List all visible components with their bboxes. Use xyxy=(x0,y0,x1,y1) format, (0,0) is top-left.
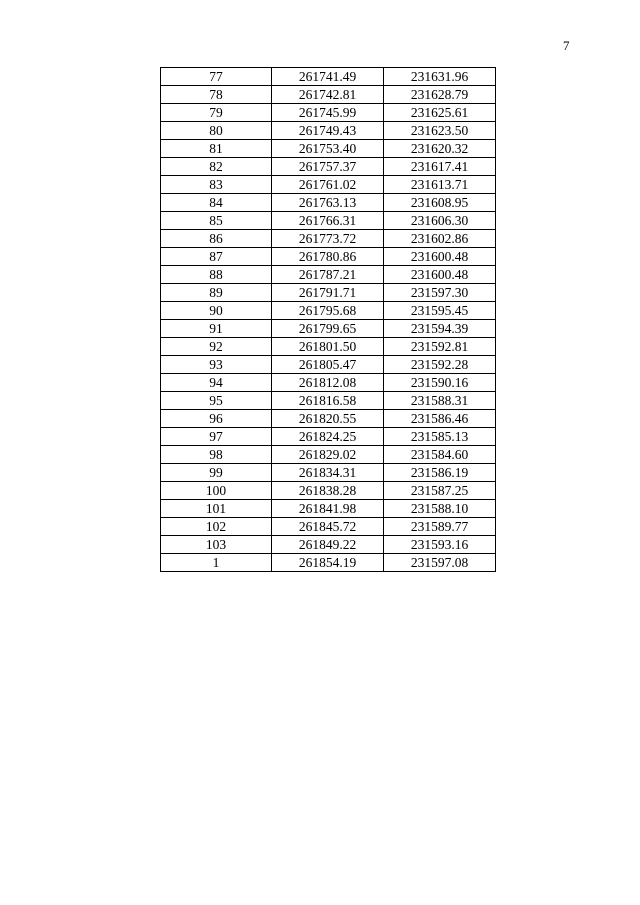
table-row xyxy=(161,518,496,536)
y-coordinate-cell: 231586.46 xyxy=(384,410,496,428)
table-row xyxy=(161,212,496,230)
point-number-cell: 84 xyxy=(161,194,272,212)
point-number-cell: 99 xyxy=(161,464,272,482)
table-row xyxy=(161,392,496,410)
table-row xyxy=(161,428,496,446)
y-coordinate-cell: 231589.77 xyxy=(384,518,496,536)
table-row xyxy=(161,446,496,464)
y-coordinate-cell: 231584.60 xyxy=(384,446,496,464)
table-row xyxy=(161,284,496,302)
page-number: 7 xyxy=(563,38,570,53)
table-row xyxy=(161,140,496,158)
point-number-cell: 85 xyxy=(161,212,272,230)
table-row xyxy=(161,266,496,284)
x-coordinate-cell: 261841.98 xyxy=(272,500,384,518)
y-coordinate-cell: 231586.19 xyxy=(384,464,496,482)
y-coordinate-cell: 231617.41 xyxy=(384,158,496,176)
table-row xyxy=(161,122,496,140)
point-number-cell: 79 xyxy=(161,104,272,122)
x-coordinate-cell: 261745.99 xyxy=(272,104,384,122)
y-coordinate-cell: 231597.08 xyxy=(384,554,496,572)
x-coordinate-cell: 261849.22 xyxy=(272,536,384,554)
x-coordinate-cell: 261787.21 xyxy=(272,266,384,284)
y-coordinate-cell: 231592.28 xyxy=(384,356,496,374)
table-row xyxy=(161,482,496,500)
y-coordinate-cell: 231594.39 xyxy=(384,320,496,338)
point-number-cell: 100 xyxy=(161,482,272,500)
point-number-cell: 92 xyxy=(161,338,272,356)
table-row xyxy=(161,374,496,392)
x-coordinate-cell: 261805.47 xyxy=(272,356,384,374)
y-coordinate-cell: 231587.25 xyxy=(384,482,496,500)
point-number-cell: 90 xyxy=(161,302,272,320)
point-number-cell: 102 xyxy=(161,518,272,536)
x-coordinate-cell: 261761.02 xyxy=(272,176,384,194)
table-row xyxy=(161,302,496,320)
y-coordinate-cell: 231597.30 xyxy=(384,284,496,302)
coordinates-table xyxy=(160,67,496,572)
table-row xyxy=(161,68,496,86)
point-number-cell: 91 xyxy=(161,320,272,338)
x-coordinate-cell: 261799.65 xyxy=(272,320,384,338)
table-row xyxy=(161,158,496,176)
point-number-cell: 77 xyxy=(161,68,272,86)
x-coordinate-cell: 261816.58 xyxy=(272,392,384,410)
x-coordinate-cell: 261741.49 xyxy=(272,68,384,86)
table-row xyxy=(161,248,496,266)
x-coordinate-cell: 261757.37 xyxy=(272,158,384,176)
y-coordinate-cell: 231600.48 xyxy=(384,266,496,284)
table-row xyxy=(161,500,496,518)
y-coordinate-cell: 231595.45 xyxy=(384,302,496,320)
point-number-cell: 98 xyxy=(161,446,272,464)
x-coordinate-cell: 261766.31 xyxy=(272,212,384,230)
y-coordinate-cell: 231623.50 xyxy=(384,122,496,140)
x-coordinate-cell: 261791.71 xyxy=(272,284,384,302)
point-number-cell: 89 xyxy=(161,284,272,302)
x-coordinate-cell: 261780.86 xyxy=(272,248,384,266)
table-row xyxy=(161,104,496,122)
point-number-cell: 97 xyxy=(161,428,272,446)
y-coordinate-cell: 231631.96 xyxy=(384,68,496,86)
y-coordinate-cell: 231625.61 xyxy=(384,104,496,122)
table-row xyxy=(161,554,496,572)
y-coordinate-cell: 231606.30 xyxy=(384,212,496,230)
x-coordinate-cell: 261845.72 xyxy=(272,518,384,536)
table-row xyxy=(161,356,496,374)
y-coordinate-cell: 231600.48 xyxy=(384,248,496,266)
point-number-cell: 78 xyxy=(161,86,272,104)
x-coordinate-cell: 261763.13 xyxy=(272,194,384,212)
point-number-cell: 94 xyxy=(161,374,272,392)
x-coordinate-cell: 261749.43 xyxy=(272,122,384,140)
table-row xyxy=(161,410,496,428)
table-row xyxy=(161,176,496,194)
coordinates-table-body xyxy=(161,68,496,572)
table-row xyxy=(161,194,496,212)
point-number-cell: 103 xyxy=(161,536,272,554)
point-number-cell: 95 xyxy=(161,392,272,410)
y-coordinate-cell: 231590.16 xyxy=(384,374,496,392)
y-coordinate-cell: 231628.79 xyxy=(384,86,496,104)
point-number-cell: 88 xyxy=(161,266,272,284)
y-coordinate-cell: 231613.71 xyxy=(384,176,496,194)
point-number-cell: 83 xyxy=(161,176,272,194)
y-coordinate-cell: 231592.81 xyxy=(384,338,496,356)
x-coordinate-cell: 261742.81 xyxy=(272,86,384,104)
point-number-cell: 82 xyxy=(161,158,272,176)
y-coordinate-cell: 231588.10 xyxy=(384,500,496,518)
x-coordinate-cell: 261829.02 xyxy=(272,446,384,464)
y-coordinate-cell: 231620.32 xyxy=(384,140,496,158)
point-number-cell: 101 xyxy=(161,500,272,518)
x-coordinate-cell: 261820.55 xyxy=(272,410,384,428)
point-number-cell: 87 xyxy=(161,248,272,266)
point-number-cell: 1 xyxy=(161,554,272,572)
x-coordinate-cell: 261795.68 xyxy=(272,302,384,320)
x-coordinate-cell: 261838.28 xyxy=(272,482,384,500)
y-coordinate-cell: 231585.13 xyxy=(384,428,496,446)
table-row xyxy=(161,86,496,104)
x-coordinate-cell: 261812.08 xyxy=(272,374,384,392)
point-number-cell: 81 xyxy=(161,140,272,158)
table-row xyxy=(161,230,496,248)
point-number-cell: 86 xyxy=(161,230,272,248)
x-coordinate-cell: 261854.19 xyxy=(272,554,384,572)
table-row xyxy=(161,320,496,338)
point-number-cell: 80 xyxy=(161,122,272,140)
table-row xyxy=(161,338,496,356)
y-coordinate-cell: 231608.95 xyxy=(384,194,496,212)
x-coordinate-cell: 261824.25 xyxy=(272,428,384,446)
x-coordinate-cell: 261773.72 xyxy=(272,230,384,248)
point-number-cell: 96 xyxy=(161,410,272,428)
x-coordinate-cell: 261753.40 xyxy=(272,140,384,158)
y-coordinate-cell: 231588.31 xyxy=(384,392,496,410)
table-row xyxy=(161,464,496,482)
y-coordinate-cell: 231602.86 xyxy=(384,230,496,248)
x-coordinate-cell: 261834.31 xyxy=(272,464,384,482)
point-number-cell: 93 xyxy=(161,356,272,374)
x-coordinate-cell: 261801.50 xyxy=(272,338,384,356)
y-coordinate-cell: 231593.16 xyxy=(384,536,496,554)
table-row xyxy=(161,536,496,554)
